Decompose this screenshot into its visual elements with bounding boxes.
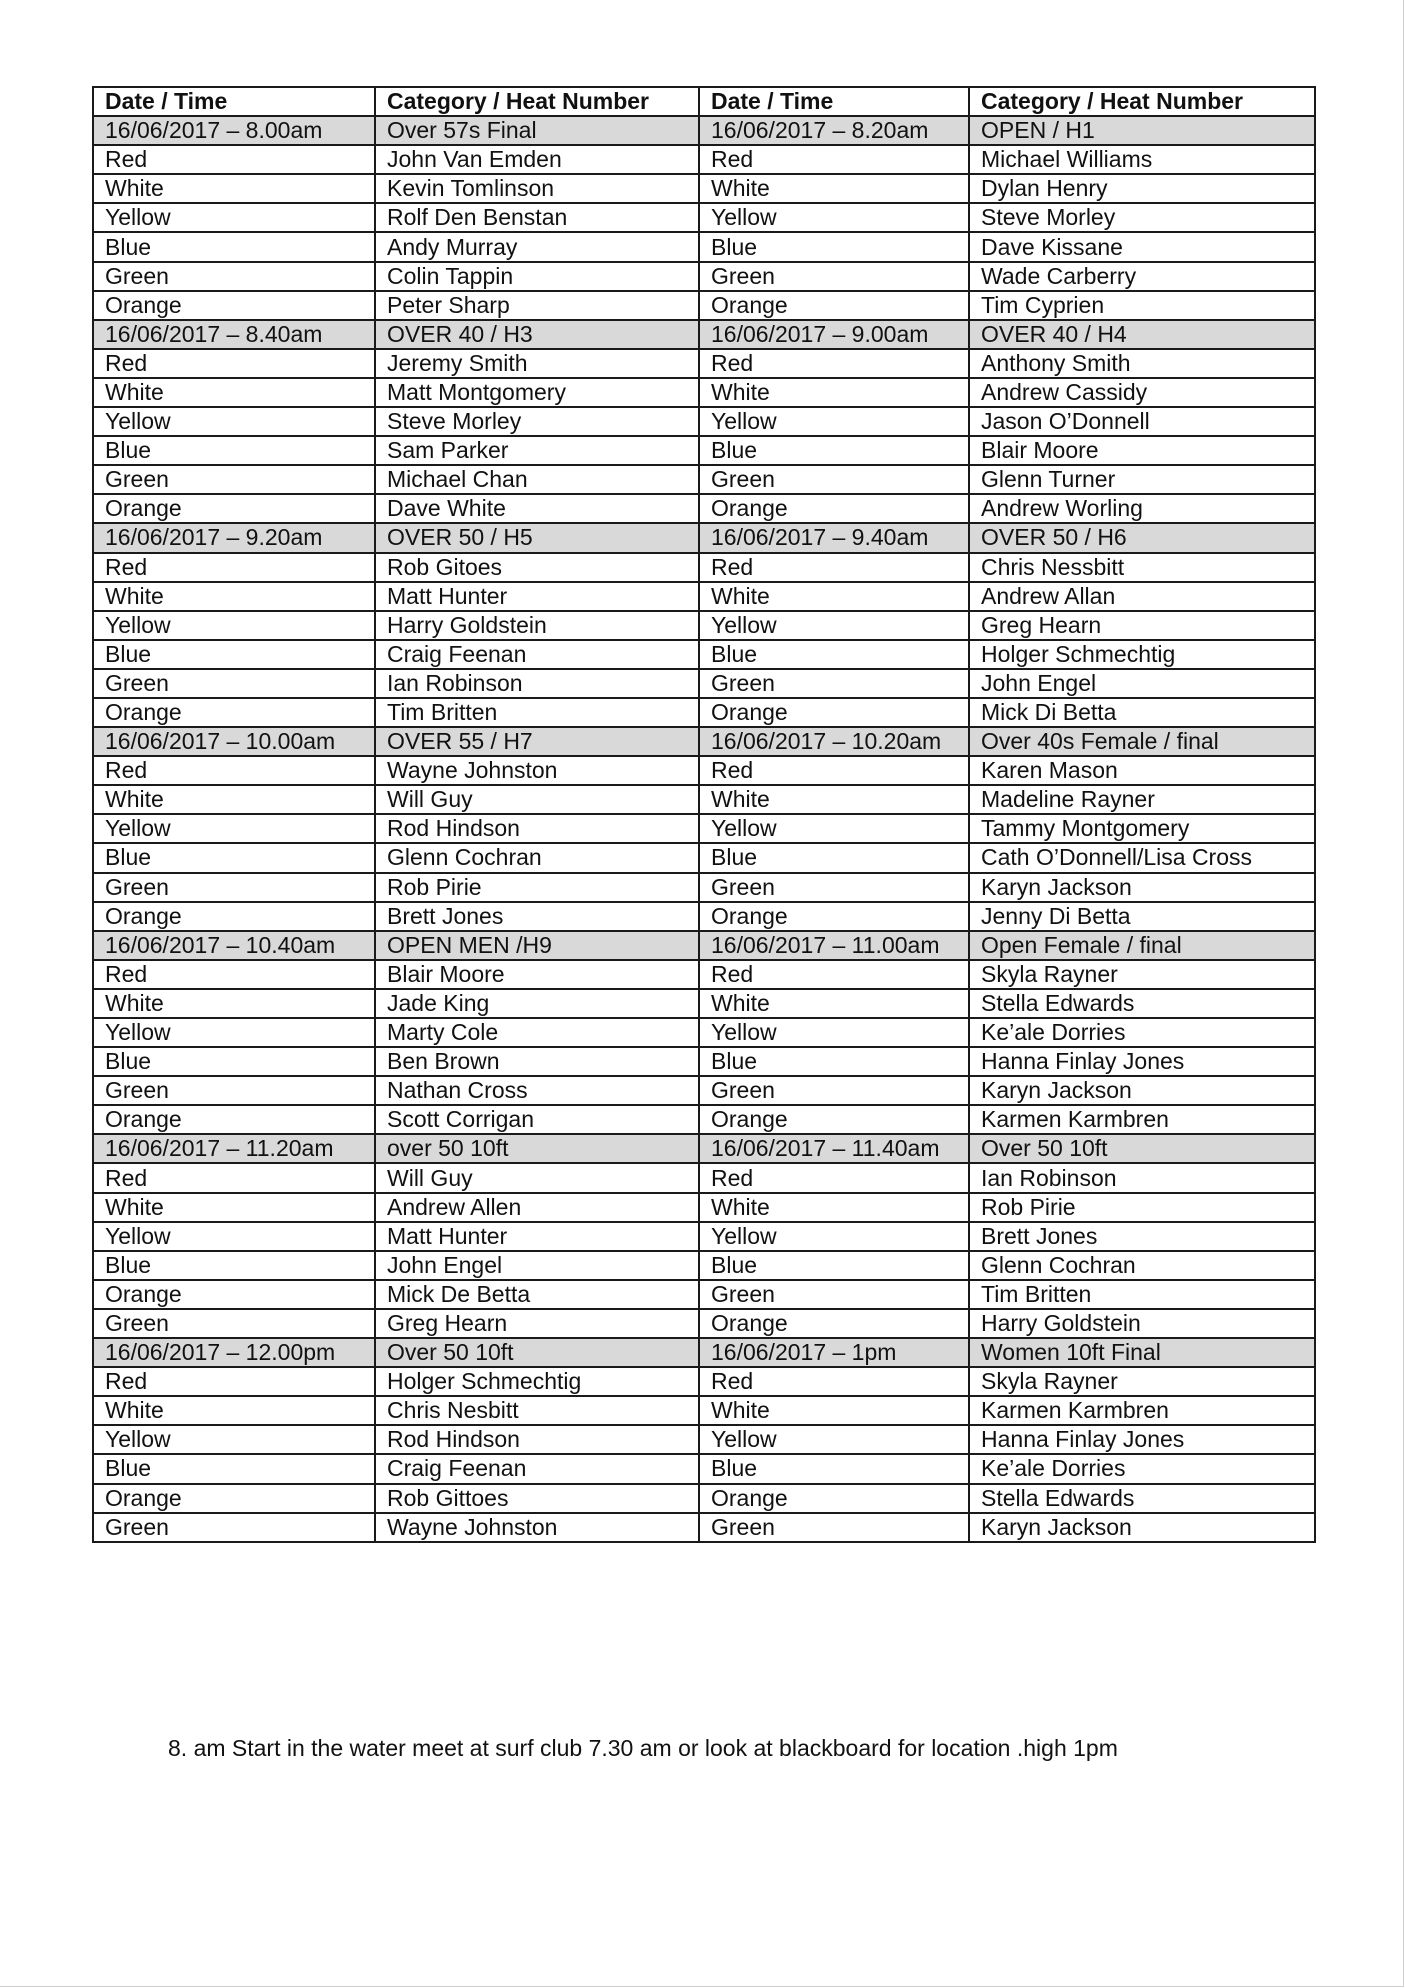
competitor-cell: Rod Hindson (375, 814, 699, 843)
competitor-cell: Andrew Allen (375, 1193, 699, 1222)
lane-colour-cell: Blue (93, 1454, 375, 1483)
table-row (93, 1280, 1315, 1309)
lane-colour-cell: Green (93, 262, 375, 291)
competitor-cell: Chris Nesbitt (375, 1396, 699, 1425)
category-cell: OVER 50 / H5 (375, 523, 699, 552)
table-row (93, 873, 1315, 902)
table-row (93, 698, 1315, 727)
lane-colour-cell: Green (699, 669, 969, 698)
date-time-cell: 16/06/2017 – 10.20am (699, 727, 969, 756)
table-row (93, 553, 1315, 582)
competitor-cell: Ben Brown (375, 1047, 699, 1076)
competitor-cell: Wayne Johnston (375, 756, 699, 785)
competitor-cell: Harry Goldstein (375, 611, 699, 640)
competitor-cell: Andrew Worling (969, 494, 1315, 523)
competitor-cell: John Engel (375, 1251, 699, 1280)
competitor-cell: Anthony Smith (969, 349, 1315, 378)
lane-colour-cell: Blue (93, 232, 375, 261)
competitor-cell: Dave White (375, 494, 699, 523)
table-row (93, 145, 1315, 174)
lane-colour-cell: Orange (93, 291, 375, 320)
competitor-cell: Tammy Montgomery (969, 814, 1315, 843)
competitor-cell: Ian Robinson (969, 1163, 1315, 1192)
competitor-cell: Stella Edwards (969, 989, 1315, 1018)
lane-colour-cell: Red (93, 1163, 375, 1192)
heat-header-row (93, 320, 1315, 349)
lane-colour-cell: White (93, 989, 375, 1018)
competitor-cell: Tim Cyprien (969, 291, 1315, 320)
lane-colour-cell: Blue (699, 843, 969, 872)
table-row (93, 843, 1315, 872)
competitor-cell: Rob Gittoes (375, 1484, 699, 1513)
date-time-cell: 16/06/2017 – 1pm (699, 1338, 969, 1367)
category-cell: Over 40s Female / final (969, 727, 1315, 756)
date-time-cell: 16/06/2017 – 9.00am (699, 320, 969, 349)
competitor-cell: Scott Corrigan (375, 1105, 699, 1134)
competitor-cell: Rob Gitoes (375, 553, 699, 582)
table-row (93, 814, 1315, 843)
competitor-cell: Jade King (375, 989, 699, 1018)
table-row (93, 640, 1315, 669)
lane-colour-cell: Orange (699, 1105, 969, 1134)
competitor-cell: Jenny Di Betta (969, 902, 1315, 931)
date-time-cell: 16/06/2017 – 10.00am (93, 727, 375, 756)
competitor-cell: Madeline Rayner (969, 785, 1315, 814)
lane-colour-cell: Green (699, 873, 969, 902)
heat-header-row (93, 1338, 1315, 1367)
competitor-cell: Rod Hindson (375, 1425, 699, 1454)
competitor-cell: Michael Williams (969, 145, 1315, 174)
table-row (93, 203, 1315, 232)
table-row (93, 262, 1315, 291)
competitor-cell: Greg Hearn (375, 1309, 699, 1338)
lane-colour-cell: White (93, 1193, 375, 1222)
competitor-cell: Skyla Rayner (969, 960, 1315, 989)
competitor-cell: Karmen Karmbren (969, 1396, 1315, 1425)
date-time-cell: 16/06/2017 – 8.40am (93, 320, 375, 349)
competitor-cell: Sam Parker (375, 436, 699, 465)
lane-colour-cell: Red (93, 553, 375, 582)
lane-colour-cell: Green (93, 669, 375, 698)
table-row (93, 1105, 1315, 1134)
header-date-time-right: Date / Time (699, 87, 969, 116)
competitor-cell: Rob Pirie (969, 1193, 1315, 1222)
lane-colour-cell: Blue (93, 640, 375, 669)
lane-colour-cell: Orange (699, 1309, 969, 1338)
competitor-cell: Glenn Turner (969, 465, 1315, 494)
table-row (93, 1484, 1315, 1513)
lane-colour-cell: Yellow (93, 1425, 375, 1454)
competitor-cell: Holger Schmechtig (969, 640, 1315, 669)
competitor-cell: Karen Mason (969, 756, 1315, 785)
date-time-cell: 16/06/2017 – 8.20am (699, 116, 969, 145)
table-row (93, 494, 1315, 523)
competitor-cell: Marty Cole (375, 1018, 699, 1047)
lane-colour-cell: Green (699, 1280, 969, 1309)
lane-colour-cell: Yellow (699, 1018, 969, 1047)
lane-colour-cell: Yellow (699, 1222, 969, 1251)
category-cell: OVER 55 / H7 (375, 727, 699, 756)
competitor-cell: Stella Edwards (969, 1484, 1315, 1513)
lane-colour-cell: Blue (93, 436, 375, 465)
lane-colour-cell: Blue (699, 640, 969, 669)
lane-colour-cell: White (699, 785, 969, 814)
competitor-cell: Matt Hunter (375, 1222, 699, 1251)
competitor-cell: Greg Hearn (969, 611, 1315, 640)
category-cell: over 50 10ft (375, 1134, 699, 1163)
competitor-cell: Steve Morley (375, 407, 699, 436)
lane-colour-cell: Orange (699, 698, 969, 727)
category-cell: OVER 40 / H4 (969, 320, 1315, 349)
header-category-right: Category / Heat Number (969, 87, 1315, 116)
table-row (93, 1513, 1315, 1542)
competitor-cell: Will Guy (375, 1163, 699, 1192)
competitor-cell: Steve Morley (969, 203, 1315, 232)
competitor-cell: Holger Schmechtig (375, 1367, 699, 1396)
lane-colour-cell: Blue (699, 1047, 969, 1076)
lane-colour-cell: White (93, 1396, 375, 1425)
lane-colour-cell: Green (93, 465, 375, 494)
lane-colour-cell: Green (93, 1309, 375, 1338)
lane-colour-cell: Orange (699, 291, 969, 320)
header-category-left: Category / Heat Number (375, 87, 699, 116)
competitor-cell: Jeremy Smith (375, 349, 699, 378)
competitor-cell: Mick De Betta (375, 1280, 699, 1309)
lane-colour-cell: Yellow (699, 407, 969, 436)
competitor-cell: Wayne Johnston (375, 1513, 699, 1542)
competitor-cell: Colin Tappin (375, 262, 699, 291)
table-row (93, 1454, 1315, 1483)
lane-colour-cell: Red (93, 960, 375, 989)
competitor-cell: Dave Kissane (969, 232, 1315, 261)
competitor-cell: Matt Hunter (375, 582, 699, 611)
heat-header-row (93, 523, 1315, 552)
lane-colour-cell: Green (699, 1076, 969, 1105)
competitor-cell: Tim Britten (969, 1280, 1315, 1309)
lane-colour-cell: White (93, 785, 375, 814)
lane-colour-cell: Yellow (699, 1425, 969, 1454)
table-row (93, 1047, 1315, 1076)
competitor-cell: Ke’ale Dorries (969, 1018, 1315, 1047)
lane-colour-cell: Yellow (93, 1018, 375, 1047)
competitor-cell: Karyn Jackson (969, 1076, 1315, 1105)
lane-colour-cell: Green (93, 1513, 375, 1542)
lane-colour-cell: Green (93, 1076, 375, 1105)
competitor-cell: Craig Feenan (375, 1454, 699, 1483)
table-header-row (93, 87, 1315, 116)
competitor-cell: Will Guy (375, 785, 699, 814)
table-row (93, 1193, 1315, 1222)
category-cell: OPEN / H1 (969, 116, 1315, 145)
lane-colour-cell: White (93, 378, 375, 407)
lane-colour-cell: Red (699, 1163, 969, 1192)
table-row (93, 582, 1315, 611)
date-time-cell: 16/06/2017 – 11.40am (699, 1134, 969, 1163)
category-cell: OPEN MEN /H9 (375, 931, 699, 960)
competitor-cell: Andy Murray (375, 232, 699, 261)
category-cell: Over 50 10ft (969, 1134, 1315, 1163)
competitor-cell: Glenn Cochran (969, 1251, 1315, 1280)
lane-colour-cell: Orange (93, 902, 375, 931)
lane-colour-cell: Yellow (93, 611, 375, 640)
date-time-cell: 16/06/2017 – 9.40am (699, 523, 969, 552)
lane-colour-cell: Orange (699, 902, 969, 931)
table-row (93, 611, 1315, 640)
lane-colour-cell: Orange (93, 1484, 375, 1513)
competitor-cell: Harry Goldstein (969, 1309, 1315, 1338)
lane-colour-cell: Red (93, 756, 375, 785)
lane-colour-cell: Red (699, 960, 969, 989)
lane-colour-cell: Red (93, 145, 375, 174)
lane-colour-cell: Blue (699, 436, 969, 465)
table-row (93, 1367, 1315, 1396)
table-row (93, 1396, 1315, 1425)
competitor-cell: Craig Feenan (375, 640, 699, 669)
competitor-cell: Rob Pirie (375, 873, 699, 902)
lane-colour-cell: Green (699, 262, 969, 291)
table-row (93, 174, 1315, 203)
table-row (93, 756, 1315, 785)
competitor-cell: Karyn Jackson (969, 873, 1315, 902)
lane-colour-cell: Blue (93, 843, 375, 872)
lane-colour-cell: White (93, 174, 375, 203)
table-row (93, 1251, 1315, 1280)
competitor-cell: Andrew Allan (969, 582, 1315, 611)
category-cell: Women 10ft Final (969, 1338, 1315, 1367)
lane-colour-cell: Orange (93, 1280, 375, 1309)
date-time-cell: 16/06/2017 – 10.40am (93, 931, 375, 960)
table-row (93, 465, 1315, 494)
competitor-cell: Chris Nessbitt (969, 553, 1315, 582)
table-row (93, 902, 1315, 931)
lane-colour-cell: Orange (699, 1484, 969, 1513)
competitor-cell: Glenn Cochran (375, 843, 699, 872)
lane-colour-cell: Green (93, 873, 375, 902)
lane-colour-cell: Red (699, 349, 969, 378)
lane-colour-cell: Blue (93, 1251, 375, 1280)
lane-colour-cell: Green (699, 1513, 969, 1542)
competitor-cell: Peter Sharp (375, 291, 699, 320)
table-row (93, 232, 1315, 261)
competitor-cell: Brett Jones (969, 1222, 1315, 1251)
competitor-cell: Hanna Finlay Jones (969, 1425, 1315, 1454)
lane-colour-cell: White (699, 174, 969, 203)
competitor-cell: Ian Robinson (375, 669, 699, 698)
lane-colour-cell: Red (699, 1367, 969, 1396)
table-row (93, 1163, 1315, 1192)
date-time-cell: 16/06/2017 – 11.00am (699, 931, 969, 960)
lane-colour-cell: White (699, 378, 969, 407)
category-cell: OVER 50 / H6 (969, 523, 1315, 552)
competitor-cell: Nathan Cross (375, 1076, 699, 1105)
table-row (93, 989, 1315, 1018)
competitor-cell: Michael Chan (375, 465, 699, 494)
lane-colour-cell: Yellow (93, 203, 375, 232)
footnote: 8. am Start in the water meet at surf club 7.30 am or look at blackboard for location .high 1pm (168, 1735, 1118, 1761)
table-row (93, 407, 1315, 436)
category-cell: OVER 40 / H3 (375, 320, 699, 349)
lane-colour-cell: Blue (93, 1047, 375, 1076)
lane-colour-cell: Red (93, 349, 375, 378)
heat-header-row (93, 1134, 1315, 1163)
competitor-cell: Rolf Den Benstan (375, 203, 699, 232)
heat-header-row (93, 727, 1315, 756)
lane-colour-cell: Red (93, 1367, 375, 1396)
table-row (93, 291, 1315, 320)
competitor-cell: Brett Jones (375, 902, 699, 931)
lane-colour-cell: Blue (699, 1454, 969, 1483)
competitor-cell: Karyn Jackson (969, 1513, 1315, 1542)
lane-colour-cell: Red (699, 756, 969, 785)
competitor-cell: Wade Carberry (969, 262, 1315, 291)
competitor-cell: Andrew Cassidy (969, 378, 1315, 407)
lane-colour-cell: Orange (93, 698, 375, 727)
lane-colour-cell: Blue (699, 232, 969, 261)
table-row (93, 785, 1315, 814)
header-date-time-left: Date / Time (93, 87, 375, 116)
lane-colour-cell: Green (699, 465, 969, 494)
lane-colour-cell: Yellow (699, 814, 969, 843)
table-row (93, 960, 1315, 989)
heat-header-row (93, 931, 1315, 960)
lane-colour-cell: Yellow (93, 814, 375, 843)
date-time-cell: 16/06/2017 – 9.20am (93, 523, 375, 552)
lane-colour-cell: Orange (699, 494, 969, 523)
competitor-cell: Skyla Rayner (969, 1367, 1315, 1396)
lane-colour-cell: White (93, 582, 375, 611)
table-row (93, 378, 1315, 407)
competitor-cell: Cath O’Donnell/Lisa Cross (969, 843, 1315, 872)
table-row (93, 1076, 1315, 1105)
competitor-cell: Hanna Finlay Jones (969, 1047, 1315, 1076)
table-row (93, 1309, 1315, 1338)
table-row (93, 1222, 1315, 1251)
competitor-cell: Ke’ale Dorries (969, 1454, 1315, 1483)
lane-colour-cell: White (699, 582, 969, 611)
lane-colour-cell: Orange (93, 494, 375, 523)
lane-colour-cell: Orange (93, 1105, 375, 1134)
table-row (93, 436, 1315, 465)
schedule-body (93, 87, 1315, 1542)
heat-schedule-table (92, 86, 1316, 1543)
competitor-cell: John Van Emden (375, 145, 699, 174)
lane-colour-cell: Red (699, 553, 969, 582)
date-time-cell: 16/06/2017 – 11.20am (93, 1134, 375, 1163)
table-row (93, 1018, 1315, 1047)
table-row (93, 349, 1315, 378)
lane-colour-cell: White (699, 989, 969, 1018)
lane-colour-cell: White (699, 1193, 969, 1222)
date-time-cell: 16/06/2017 – 8.00am (93, 116, 375, 145)
lane-colour-cell: Yellow (93, 1222, 375, 1251)
category-cell: Over 50 10ft (375, 1338, 699, 1367)
competitor-cell: Mick Di Betta (969, 698, 1315, 727)
lane-colour-cell: Yellow (699, 203, 969, 232)
lane-colour-cell: Yellow (93, 407, 375, 436)
competitor-cell: Dylan Henry (969, 174, 1315, 203)
lane-colour-cell: Red (699, 145, 969, 174)
competitor-cell: Jason O’Donnell (969, 407, 1315, 436)
date-time-cell: 16/06/2017 – 12.00pm (93, 1338, 375, 1367)
competitor-cell: Tim Britten (375, 698, 699, 727)
competitor-cell: John Engel (969, 669, 1315, 698)
competitor-cell: Matt Montgomery (375, 378, 699, 407)
category-cell: Over 57s Final (375, 116, 699, 145)
competitor-cell: Kevin Tomlinson (375, 174, 699, 203)
table-row (93, 669, 1315, 698)
heat-header-row (93, 116, 1315, 145)
competitor-cell: Blair Moore (969, 436, 1315, 465)
competitor-cell: Blair Moore (375, 960, 699, 989)
table-row (93, 1425, 1315, 1454)
lane-colour-cell: White (699, 1396, 969, 1425)
competitor-cell: Karmen Karmbren (969, 1105, 1315, 1134)
lane-colour-cell: Blue (699, 1251, 969, 1280)
category-cell: Open Female / final (969, 931, 1315, 960)
lane-colour-cell: Yellow (699, 611, 969, 640)
